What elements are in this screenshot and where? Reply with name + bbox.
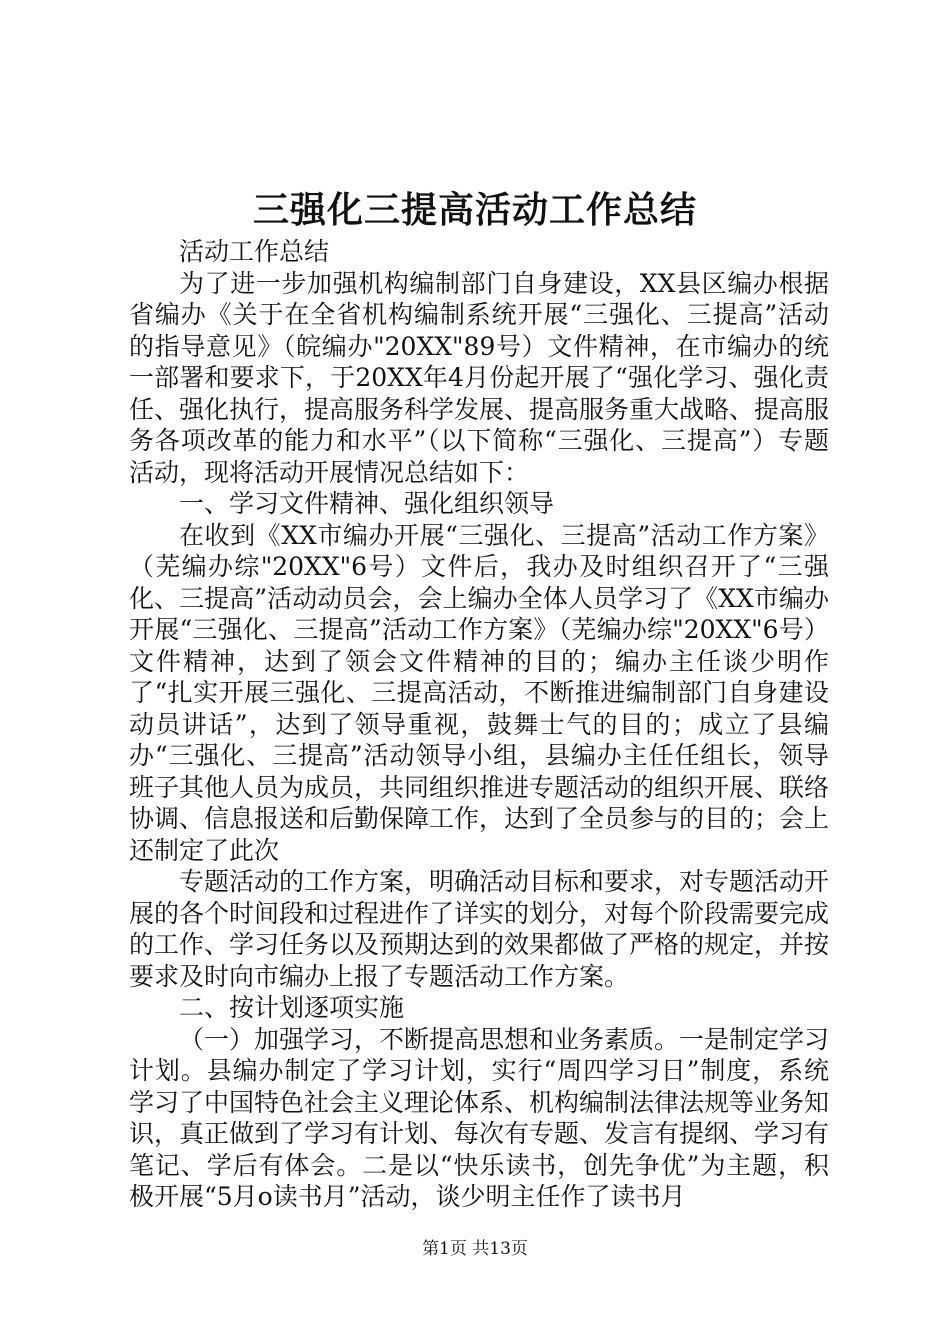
document-title: 三强化三提高活动工作总结 xyxy=(252,189,697,231)
paragraph-intro: 为了进一步加强机构编制部门自身建设，XX县区编办根据省编办《关于在全省机构编制系统开展“三强化、三提高”活动的指导意见》（皖编办"20XX"89号）文件精神，在市编办的统一部署和要求下，于20XX年4月份起开展了“强化学习、强化责任、强化执行，提高服务科学发展、提高服务重大战略、提高服务各项改革的能力和水平”（以下简称“三强化、三提高”）专题活动，现将活动开展情况总结如下： xyxy=(129,268,830,487)
paragraph-section-1b: 专题活动的工作方案，明确活动目标和要求，对专题活动开展的各个时间段和过程进作了详实的划分，对每个阶段需要完成的工作、学习任务以及预期达到的效果都做了严格的规定，并按要求及时向市编办上报了专题活动工作方案。 xyxy=(129,867,830,991)
section-heading-2: 二、按计划逐项实施 xyxy=(179,993,405,1022)
section-heading-1: 一、学习文件精神、强化组织领导 xyxy=(179,489,555,518)
paragraph-section-1a: 在收到《XX市编办开展“三强化、三提高”活动工作方案》（芜编办综"20XX"6号）文件后，我办及时组织召开了“三强化、三提高”活动动员会，会上编办全体人员学习了《XX市编办开展“三强化、三提高”活动工作方案》（芜编办综"20XX"6号）文件精神，达到了领会文件精神的目的；编办主任谈少明作了“扎实开展三强化、三提高活动，不断推进编制部门自身建设动员讲话”，达到了领导重视，鼓舞士气的目的；成立了县编办“三强化、三提高”活动领导小组，县编办主任任组长，领导班子其他人员为成员，共同组织推进专题活动的组织开展、联络协调、信息报送和后勤保障工作，达到了全员参与的目的；会上还制定了此次 xyxy=(129,520,830,865)
page-number-footer: 第1页 共13页 xyxy=(422,1239,528,1259)
paragraph-section-2a: （一）加强学习，不断提高思想和业务素质。一是制定学习计划。县编办制定了学习计划，实行“周四学习日”制度，系统学习了中国特色社会主义理论体系、机构编制法律法规等业务知识，真正做到了学习有计划、每次有专题、发言有提纲、学习有笔记、学后有体会。二是以“快乐读书，创先争优”为主题，积极开展“5月o读书月”活动，谈少明主任作了读书月 xyxy=(129,1024,830,1211)
paragraph-subtitle: 活动工作总结 xyxy=(179,237,330,266)
document-body xyxy=(129,236,829,1213)
